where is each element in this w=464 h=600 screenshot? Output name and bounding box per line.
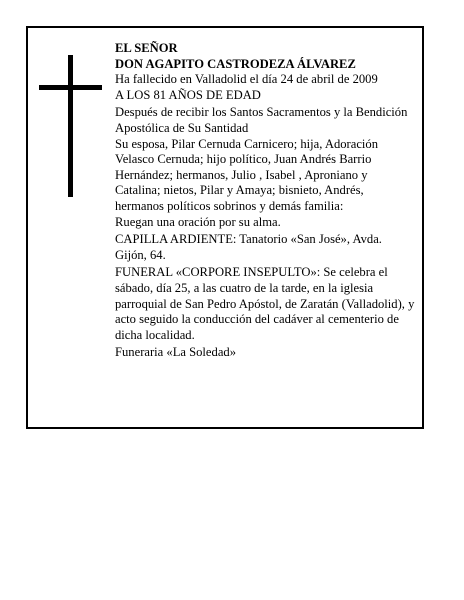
notice-text (115, 41, 415, 363)
prayer-text: Ruegan una oración por su alma. (115, 214, 281, 229)
sacraments-text: Después de recibir los Santos Sacramentos y la Bendición Apostólica de Su Santidad (115, 105, 408, 135)
chapel-text: CAPILLA ARDIENTE: Tanatorio «San José», Avda. Gijón, 64. (115, 232, 382, 262)
deceased-name: DON AGAPITO CASTRODEZA ÁLVAREZ (115, 56, 356, 71)
funeral-home-text: Funeraria «La Soledad» (115, 345, 236, 360)
funeral-text: FUNERAL «CORPORE INSEPULTO»: Se celebra el sábado, día 25, a las cuatro de la tarde, en la iglesia parroquial de San Pedro Apóstol, de Zaratán (Valladolid), y acto seguido la conducción del cadáver al cementerio de dicha localidad. (115, 265, 415, 342)
cross-horizontal-bar (39, 85, 102, 90)
obituary-notice (26, 26, 424, 429)
death-line: Ha fallecido en Valladolid el día 24 de abril de 2009 (115, 72, 378, 87)
age-line: A LOS 81 AÑOS DE EDAD (115, 87, 261, 102)
notice-title: EL SEÑOR (115, 41, 178, 55)
cross-vertical-bar (68, 55, 73, 197)
family-text: Su esposa, Pilar Cernuda Carnicero; hija, Adoración Velasco Cernuda; hijo político, Juan Andrés Barrio Hernández; hermanos, Julio , Isabel , Aproniano y Catalina; nietos, Pilar y Amaya; bisnieto, Andrés, hermanos políticos sobrinos y demás familia: (115, 136, 379, 213)
